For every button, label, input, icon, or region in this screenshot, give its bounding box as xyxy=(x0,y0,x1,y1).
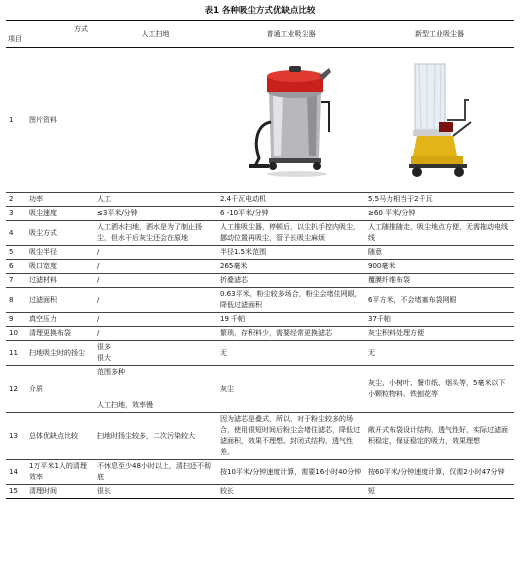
cell-manual-text: 很长 xyxy=(97,487,111,495)
cell-new-vacuum-text: 人工随推随走，吸尘地点方便，无需拖动电线线 xyxy=(368,223,508,242)
row-item-text: 扫地吸尘时的扬尘 xyxy=(29,348,85,357)
cell-new-vacuum-text: 按60平米/分钟速度计算，仅需2小时47分钟 xyxy=(368,467,505,476)
cell-manual-text: 人工 xyxy=(97,195,111,203)
cell-manual-text: 人工洒水扫地，洒水是为了制止扬尘，但水干后灰尘还会在原地 xyxy=(97,223,202,242)
row-item xyxy=(26,274,94,288)
row-number-text: 15 xyxy=(9,487,18,495)
cell-manual-text: / xyxy=(97,262,100,270)
row-number xyxy=(6,207,26,221)
cell-new-vacuum-text: 37千帕 xyxy=(368,315,391,323)
cell-new-vacuum-text: 灰尘、小树叶、餐巾纸、烟头等，5毫米以下小颗粒物料、铁刨花等 xyxy=(368,379,506,398)
row-item xyxy=(26,460,94,485)
cell-normal-vacuum xyxy=(217,366,365,413)
row-number-text: 10 xyxy=(9,329,18,337)
row-item-text: 清理更换布袋 xyxy=(29,329,71,337)
row-number xyxy=(6,413,26,460)
cell-manual xyxy=(94,288,217,313)
cell-new-vacuum xyxy=(365,260,514,274)
cell-manual-text: / xyxy=(97,276,100,284)
new-vacuum-image xyxy=(405,60,475,180)
header-new-vacuum: 新型工业吸尘器 xyxy=(415,29,464,38)
cell-new-vacuum-text: ≥60 平米/分钟 xyxy=(368,209,416,217)
row-number-text: 6 xyxy=(9,262,14,270)
cell-manual-text: / xyxy=(97,315,100,323)
cell-manual xyxy=(94,221,217,246)
cell-new-vacuum-text: 6平方米，不会堵塞布袋网眼 xyxy=(368,295,457,304)
cell-normal-vacuum xyxy=(217,193,365,207)
table-row xyxy=(6,413,514,460)
cell-normal-vacuum-text: 无 xyxy=(220,348,227,357)
cell-normal-vacuum-text: 较长 xyxy=(220,487,234,495)
cell-normal-vacuum xyxy=(217,207,365,221)
cell-new-vacuum xyxy=(365,221,514,246)
cell-new-vacuum xyxy=(365,274,514,288)
cell-normal-vacuum-text: 折叠滤芯 xyxy=(220,276,248,284)
row-item xyxy=(26,327,94,341)
row-number xyxy=(6,327,26,341)
cell-manual xyxy=(94,246,217,260)
cell-new-vacuum xyxy=(365,288,514,313)
row-item xyxy=(26,48,94,193)
table-title: 表1 各种吸尘方式优缺点比较 xyxy=(204,6,316,16)
row-number-text: 3 xyxy=(9,209,14,217)
cell-normal-vacuum xyxy=(217,221,365,246)
table-row xyxy=(6,193,514,207)
cell-new-vacuum-text: 随意 xyxy=(368,248,382,256)
cell-new-vacuum-text: 短 xyxy=(368,487,375,495)
comparison-table xyxy=(6,20,514,499)
table-body xyxy=(6,48,514,499)
cell-normal-vacuum xyxy=(217,460,365,485)
cell-normal-vacuum xyxy=(217,288,365,313)
row-item-text: 清理时间 xyxy=(29,487,57,495)
table-row xyxy=(6,246,514,260)
cell-new-vacuum xyxy=(365,246,514,260)
row-item xyxy=(26,221,94,246)
cell-normal-vacuum-text: 6 -10平米/分钟 xyxy=(220,209,269,217)
cell-new-vacuum xyxy=(365,193,514,207)
row-item xyxy=(26,288,94,313)
cell-normal-vacuum-text: 265毫米 xyxy=(220,262,248,270)
cell-manual-text: / xyxy=(97,248,100,256)
cell-normal-vacuum xyxy=(217,413,365,460)
cell-manual xyxy=(94,193,217,207)
row-item-text: 总体优缺点比较 xyxy=(29,431,78,440)
cell-normal-vacuum-text: 0.63平米，粉尘较多场合，粉尘会堵住网眼，降低过滤面积 xyxy=(220,290,362,309)
cell-normal-vacuum xyxy=(217,327,365,341)
cell-manual-text xyxy=(97,389,214,400)
cell-manual xyxy=(94,274,217,288)
table-row xyxy=(6,207,514,221)
cell-new-vacuum xyxy=(365,207,514,221)
row-number-text: 1 xyxy=(9,115,14,124)
header-manual: 人工扫地 xyxy=(141,29,170,38)
header-row-label: 项目 xyxy=(8,35,22,43)
row-number xyxy=(6,260,26,274)
table-row xyxy=(6,341,514,366)
row-item-text: 介质 xyxy=(29,384,43,393)
cell-manual-text: 扫地时扬尘较多，二次污染较大 xyxy=(97,431,195,440)
cell-manual xyxy=(94,48,217,193)
row-item xyxy=(26,313,94,327)
row-number xyxy=(6,485,26,499)
cell-normal-vacuum-text: 人工推吸尘器，停顿后，以尘扒手控内吸尘，挪动位置再吸尘，管子长吸尘麻烦 xyxy=(220,223,360,242)
cell-manual-text xyxy=(97,378,214,389)
cell-manual-text: ≤3平米/分钟 xyxy=(97,209,138,217)
row-item-text: 真空压力 xyxy=(29,315,57,323)
cell-manual-text: / xyxy=(97,329,100,337)
row-item xyxy=(26,246,94,260)
table-row xyxy=(6,221,514,246)
cell-normal-vacuum-text: 灰尘 xyxy=(220,384,234,393)
row-item-text: 吸口宽度 xyxy=(29,262,57,270)
cell-new-vacuum-text: 无 xyxy=(368,348,375,357)
table-row xyxy=(6,485,514,499)
row-number-text: 9 xyxy=(9,315,14,323)
header-corner-cell xyxy=(6,21,94,48)
cell-manual-text: 人工扫地，效率慢 xyxy=(97,401,153,409)
cell-manual xyxy=(94,460,217,485)
cell-manual xyxy=(94,366,217,413)
cell-manual-text: 很大 xyxy=(97,354,111,362)
cell-new-vacuum xyxy=(365,327,514,341)
row-item-text: 图片资料 xyxy=(29,115,57,124)
cell-normal-vacuum-text: 半径1.5米范围 xyxy=(220,248,267,256)
cell-normal-vacuum xyxy=(217,485,365,499)
cell-new-vacuum xyxy=(365,485,514,499)
cell-normal-vacuum xyxy=(217,260,365,274)
row-number xyxy=(6,48,26,193)
row-number-text: 4 xyxy=(9,228,14,237)
row-item xyxy=(26,207,94,221)
row-number-text: 8 xyxy=(9,295,14,304)
cell-new-vacuum xyxy=(365,366,514,413)
row-number-text: 13 xyxy=(9,431,18,440)
cell-normal-vacuum xyxy=(217,48,365,193)
header-col-label: 方式 xyxy=(74,25,88,33)
header-normal-vacuum: 普通工业吸尘器 xyxy=(266,29,316,38)
table-row xyxy=(6,313,514,327)
cell-manual xyxy=(94,313,217,327)
cell-manual xyxy=(94,207,217,221)
row-number xyxy=(6,221,26,246)
row-number-text: 11 xyxy=(9,348,18,357)
row-number-text: 14 xyxy=(9,467,18,476)
cell-new-vacuum-text: 5.5马力相当于2千瓦 xyxy=(368,195,433,203)
row-number-text: 7 xyxy=(9,276,14,284)
cell-manual-text: 范围多种 xyxy=(97,368,125,376)
table-header-row xyxy=(6,21,514,48)
cell-normal-vacuum xyxy=(217,341,365,366)
row-number-text: 5 xyxy=(9,248,14,256)
cell-normal-vacuum xyxy=(217,274,365,288)
table-row xyxy=(6,366,514,413)
cell-normal-vacuum-text: 繁琐，存积料少，需要经常更换滤芯 xyxy=(220,329,332,337)
cell-new-vacuum xyxy=(365,460,514,485)
cell-normal-vacuum-text: 按10平米/分钟速度计算，需要16小时40分钟 xyxy=(220,467,362,476)
cell-manual xyxy=(94,413,217,460)
row-number xyxy=(6,460,26,485)
cell-new-vacuum-text: 覆膜纤维布袋 xyxy=(368,276,410,284)
row-item-text: 1万平米1人的清理效率 xyxy=(29,462,87,481)
row-number xyxy=(6,246,26,260)
cell-new-vacuum xyxy=(365,313,514,327)
normal-vacuum-image xyxy=(249,62,333,178)
cell-normal-vacuum xyxy=(217,313,365,327)
cell-new-vacuum xyxy=(365,413,514,460)
row-item xyxy=(26,366,94,413)
row-item xyxy=(26,193,94,207)
cell-new-vacuum-text: 灰尘积料处理方便 xyxy=(368,329,424,337)
cell-new-vacuum xyxy=(365,341,514,366)
row-item-text: 过滤材料 xyxy=(29,276,57,284)
cell-manual-text: 很多 xyxy=(97,343,111,351)
row-item-text: 吸尘速度 xyxy=(29,209,57,217)
cell-normal-vacuum-text: 19 千帕 xyxy=(220,315,246,323)
row-item xyxy=(26,341,94,366)
row-item xyxy=(26,413,94,460)
table-row xyxy=(6,274,514,288)
row-number xyxy=(6,288,26,313)
cell-manual-text: / xyxy=(97,295,100,304)
row-number xyxy=(6,341,26,366)
row-item-text: 过滤面积 xyxy=(29,295,57,304)
table-row xyxy=(6,327,514,341)
table-row xyxy=(6,260,514,274)
row-number-text: 12 xyxy=(9,384,18,393)
cell-new-vacuum xyxy=(365,48,514,193)
row-number xyxy=(6,274,26,288)
cell-manual xyxy=(94,327,217,341)
row-number xyxy=(6,193,26,207)
row-item-text: 功率 xyxy=(29,195,43,203)
row-item-text: 吸尘方式 xyxy=(29,228,57,237)
cell-normal-vacuum xyxy=(217,246,365,260)
cell-manual xyxy=(94,260,217,274)
cell-manual xyxy=(94,485,217,499)
cell-manual xyxy=(94,341,217,366)
table-row xyxy=(6,48,514,193)
cell-new-vacuum-text: 敞开式布袋设计结构，透气性好，实际过滤面积稳定，保证稳定的吸力，效果理想 xyxy=(368,426,508,445)
row-item xyxy=(26,260,94,274)
row-number xyxy=(6,313,26,327)
cell-manual-text: 不休息至少48小时以上，清扫还不彻底 xyxy=(97,462,211,481)
cell-normal-vacuum-text: 因为滤芯是叠式，所以，对于粉尘较多的场合，使用很短时间后粉尘会堵住滤芯，降低过滤面积，效果不理想。封闭式结构，透气性差。 xyxy=(220,415,360,456)
row-number xyxy=(6,366,26,413)
cell-normal-vacuum-text: 2.4千瓦电动机 xyxy=(220,195,267,203)
table-row xyxy=(6,288,514,313)
row-number-text: 2 xyxy=(9,195,14,203)
row-item xyxy=(26,485,94,499)
row-item-text: 吸尘半径 xyxy=(29,248,57,256)
cell-new-vacuum-text: 900毫米 xyxy=(368,262,396,270)
table-row xyxy=(6,460,514,485)
